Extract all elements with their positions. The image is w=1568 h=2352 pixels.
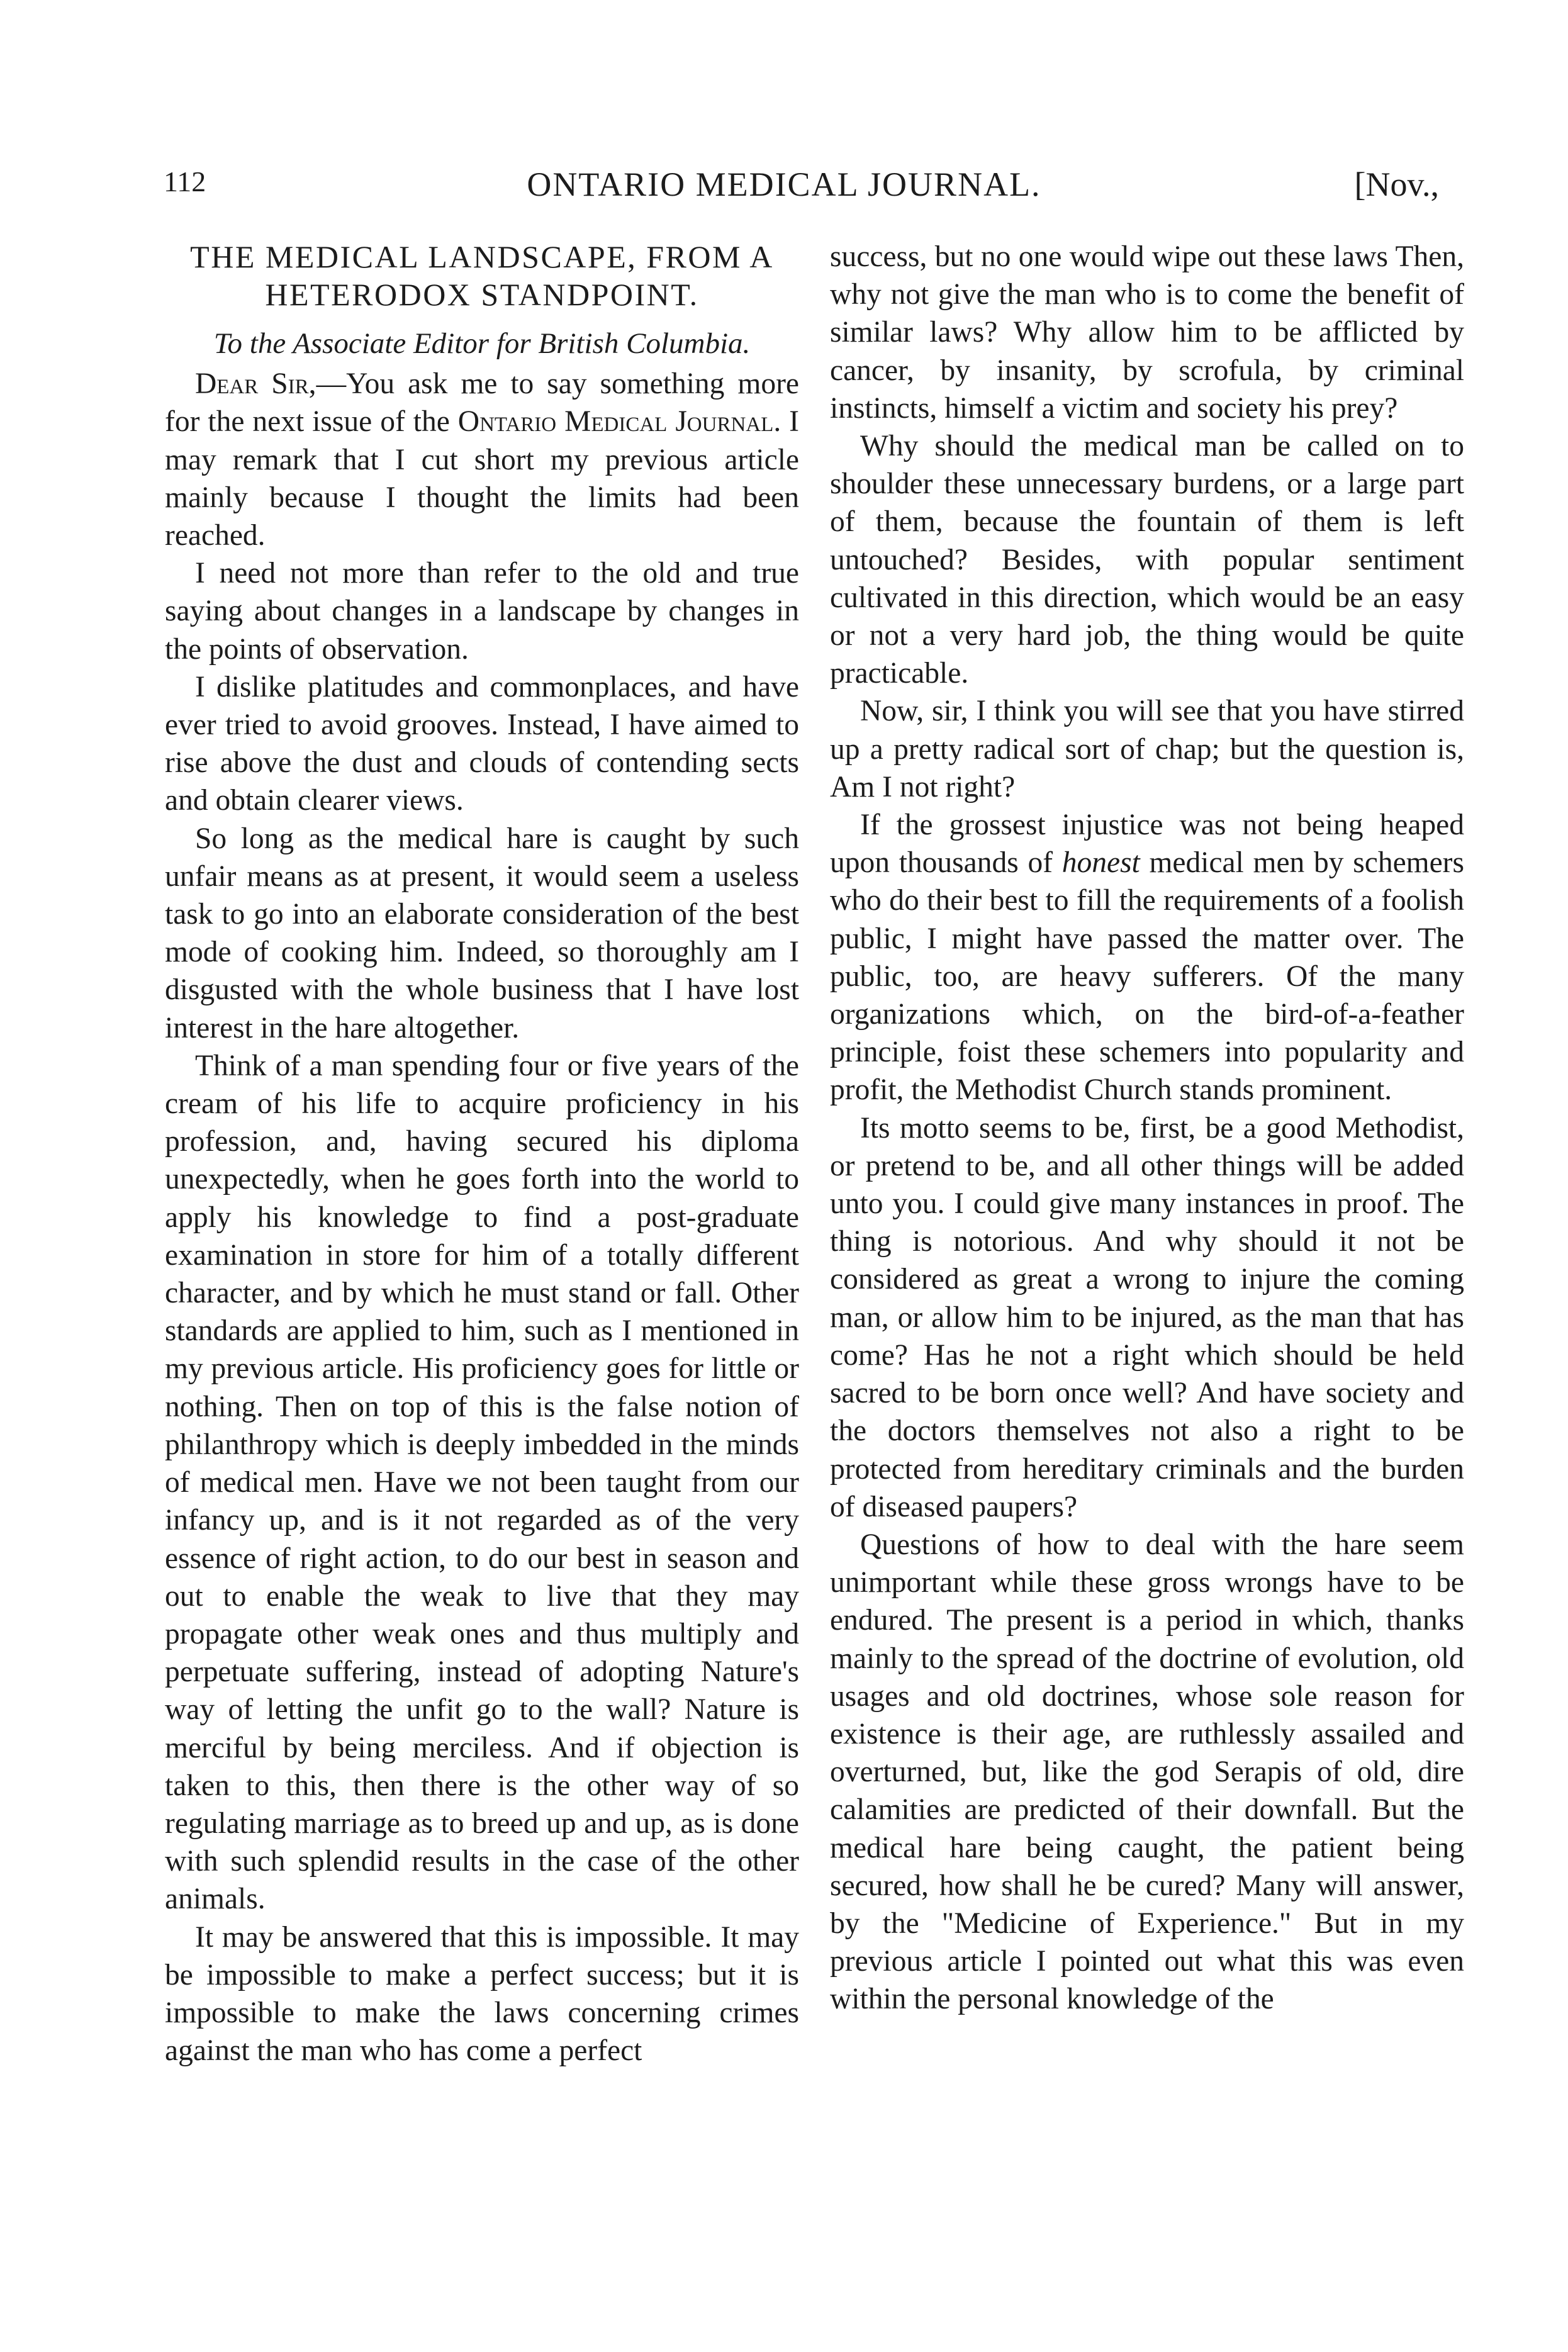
paragraph-10-text-a: If the grossest injustice was not being heaped upon thousands of <box>830 809 1464 880</box>
issue-date: [Nov., <box>1354 165 1439 203</box>
running-head <box>0 165 1568 209</box>
journal-name-inline: Ontario Medical Journal <box>457 405 774 439</box>
paragraph-5: Think of a man spending four or five years of the cream of his life to acquire proficiency in his profession, and, having secured his diploma unexpectedly, when he goes forth into the world to apply his knowledge to find a post-graduate examination in store for him of a totally different character, and by which he must stand or fall. Other standards are applied to him, such as I mentioned in my previous article. His proficiency goes for little or nothing. Then on top of this is the false notion of philanthropy which is deeply imbedded in the minds of medical men. Have we not been taught from our infancy up, and is it not regarded as of the very essence of right action, to do our best in season and out to enable the weak to live that they may propagate other weak ones and thus multiply and perpetuate suffering, instead of adopting Nature's way of letting the unfit go to the wall? Nature is merciful by being merciless. And if objection is taken to this, then there is the other way of so regulating marriage as to breed up and up, as is done with such splendid results in the case of the other animals. <box>165 1049 799 1916</box>
paragraph-1 <box>165 365 799 554</box>
article-dedication: To the Associate Editor for British Columbia. <box>213 327 751 360</box>
paragraph-1-text-a: —You ask me to say something more for the next issue of the <box>165 367 799 439</box>
paragraph-8: Why should the medical man be called on to shoulder these unnecessary burdens, or a large part of them, because the fountain of them is left untouched? Besides, with popular sentiment cultivated in this direction, which would be an easy or not a very hard job, the thing would be quite practicable. <box>830 430 1464 690</box>
page-number: 112 <box>164 165 206 198</box>
paragraph-7: success, but no one would wipe out these laws Then, why not give the man who is to come the benefit of similar laws? Why allow him to be afflicted by cancer, by insanity, by scrofula, by criminal instincts, himself a victim and society his prey? <box>830 240 1464 425</box>
paragraph-2: I need not more than refer to the old and true saying about changes in a landscape by changes in the points of observation. <box>165 557 799 666</box>
paragraph-10-text-b: medical men by schemers who do their best to fill the requirements of a foolish public, I might have passed the matter over. The public, too, are heavy sufferers. Of the many organizations which, on the bird-of-a-feather principle, foist these schemers into popularity and profit, the Methodist Church stands prominent. <box>830 846 1464 1107</box>
paragraph-3: I dislike platitudes and commonplaces, and have ever tried to avoid grooves. Instead, I have aimed to rise above the dust and clouds of contending sects and obtain clearer views. <box>165 670 799 817</box>
paragraph-1-text-b: . I may remark that I cut short my previous article mainly because I thought the limits had been reached. <box>165 405 800 552</box>
salutation: Dear Sir, <box>195 367 316 401</box>
left-column <box>165 238 799 2069</box>
paragraph-11: Its motto seems to be, first, be a good Methodist, or pretend to be, and all other things will be added unto you. I could give many instances in proof. The thing is notorious. And why should it not be considered as great a wrong to injure the coming man, or allow him to be injured, as the man that has come? Has he not a right which should be held sacred to be born once well? And have society and the doctors themselves not also a right to be protected from hereditary criminals and the burden of diseased paupers? <box>830 1111 1464 1523</box>
journal-title: ONTARIO MEDICAL JOURNAL. <box>527 165 1041 203</box>
paragraph-10 <box>830 806 1464 1109</box>
paragraph-4: So long as the medical hare is caught by such unfair means as at present, it would seem a useless task to go into an elaborate consideration of the best mode of cooking him. Indeed, so thoroughly am I disgusted with the whole business that I have lost interest in the hare altogether. <box>165 822 799 1044</box>
paragraph-6: It may be answered that this is impossible. It may be impossible to make a perfect success; but it is impossible to make the laws concerning crimes against the man who has come a perfect <box>165 1920 799 2068</box>
emphasis-honest: honest <box>1061 846 1140 880</box>
right-column <box>830 238 1464 2019</box>
paragraph-12: Questions of how to deal with the hare seem unimportant while these gross wrongs have to be endured. The present is a period in which, thanks mainly to the spread of the doctrine of evolution, old usages and old doctrines, whose sole reason for existence is their age, are ruthlessly assailed and overturned, but, like the god Serapis of old, dire calamities are predicted of their downfall. But the medical hare being caught, the patient being secured, how shall he be cured? Many will answer, by the "Medicine of Experience." But in my previous article I pointed out what this was even within the personal knowledge of the <box>830 1528 1464 2016</box>
paragraph-9: Now, sir, I think you will see that you have stirred up a pretty radical sort of chap; but the question is, Am I not right? <box>830 695 1464 804</box>
article-title: THE MEDICAL LANDSCAPE, FROM A HETERODOX STANDPOINT. <box>190 239 774 312</box>
